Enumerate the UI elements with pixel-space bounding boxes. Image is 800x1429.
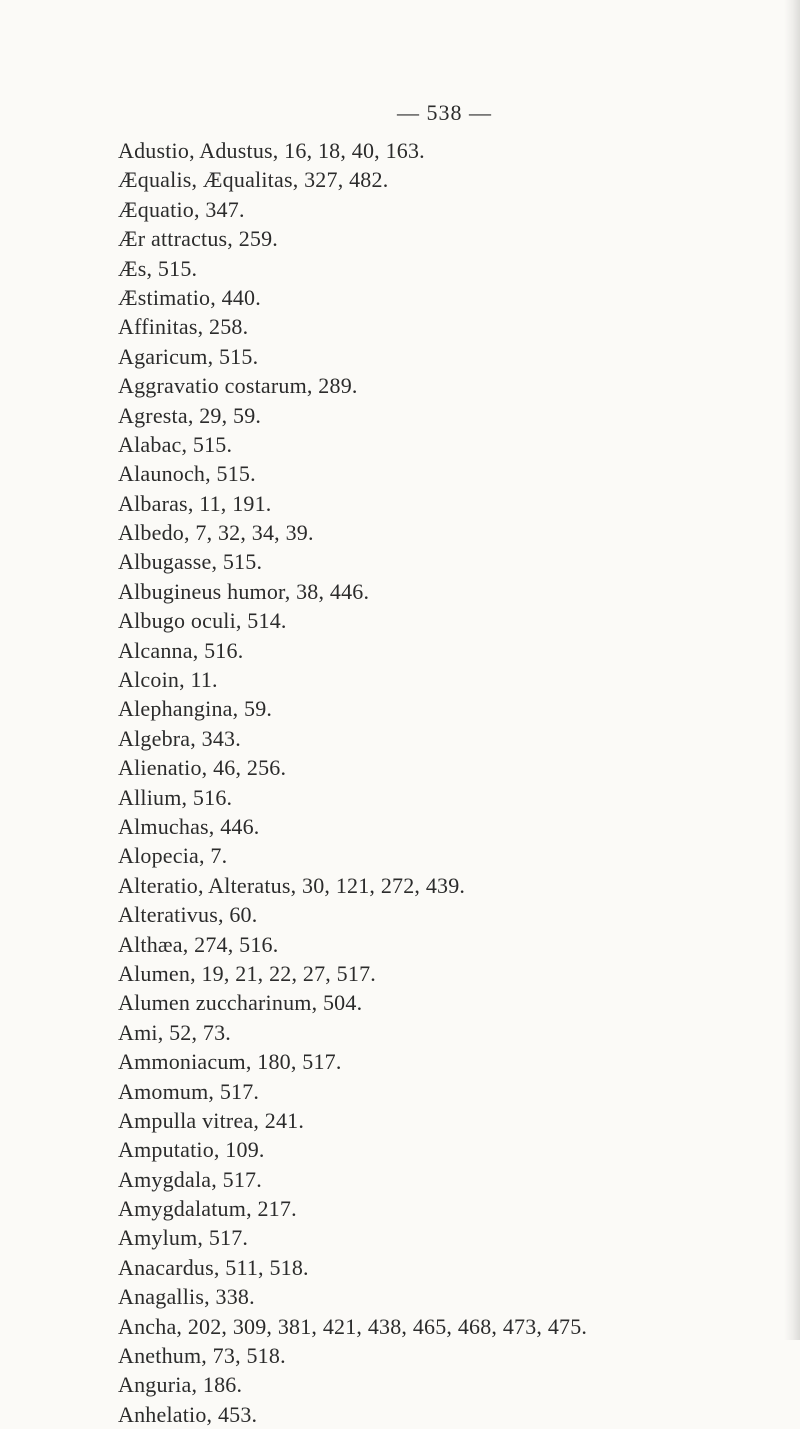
index-entry: Albugasse, 515. bbox=[118, 549, 263, 575]
index-entry: Anacardus, 511, 518. bbox=[118, 1254, 309, 1280]
index-entry: Æqualis, Æqualitas, 327, 482. bbox=[118, 167, 389, 193]
index-entry: Æstimatio, 440. bbox=[118, 284, 261, 310]
index-entry: Albugineus humor, 38, 446. bbox=[118, 578, 370, 604]
index-entry-list bbox=[118, 136, 587, 1429]
index-entry: Albedo, 7, 32, 34, 39. bbox=[118, 520, 314, 546]
index-entry: Alcanna, 516. bbox=[118, 637, 244, 663]
index-entry: Ampulla vitrea, 241. bbox=[118, 1107, 305, 1133]
index-entry: Alumen zuccharinum, 504. bbox=[118, 990, 363, 1016]
index-entry: Alumen, 19, 21, 22, 27, 517. bbox=[118, 960, 376, 986]
index-entry: Amylum, 517. bbox=[118, 1225, 249, 1251]
index-entry: Alteratio, Alteratus, 30, 121, 272, 439. bbox=[118, 872, 466, 898]
index-entry: Almuchas, 446. bbox=[118, 813, 260, 839]
index-entry: Anagallis, 338. bbox=[118, 1284, 255, 1310]
index-entry: Æquatio, 347. bbox=[118, 196, 245, 222]
index-entry: Adustio, Adustus, 16, 18, 40, 163. bbox=[118, 138, 425, 163]
index-entry: Algebra, 343. bbox=[118, 725, 241, 751]
index-entry: Amygdala, 517. bbox=[118, 1166, 262, 1192]
index-entry: Alcoin, 11. bbox=[118, 667, 218, 693]
index-entry: Ammoniacum, 180, 517. bbox=[118, 1049, 342, 1075]
index-entry: Ær attractus, 259. bbox=[118, 226, 279, 252]
index-entry: Alabac, 515. bbox=[118, 431, 233, 457]
index-entry: Alienatio, 46, 256. bbox=[118, 755, 287, 781]
index-entry: Amomum, 517. bbox=[118, 1078, 260, 1104]
index-entry: Anethum, 73, 518. bbox=[118, 1343, 286, 1369]
index-entry: Ami, 52, 73. bbox=[118, 1019, 232, 1045]
index-entry: Alaunoch, 515. bbox=[118, 461, 256, 487]
index-entry: Amputatio, 109. bbox=[118, 1137, 265, 1163]
index-entry: Albugo oculi, 514. bbox=[118, 608, 287, 634]
index-entry: Amygdalatum, 217. bbox=[118, 1196, 297, 1222]
page-edge-shadow bbox=[784, 0, 800, 1340]
index-entry: Alephangina, 59. bbox=[118, 696, 273, 722]
index-entry: Anguria, 186. bbox=[118, 1372, 243, 1398]
index-entry: Æs, 515. bbox=[118, 255, 198, 281]
index-entry: Agresta, 29, 59. bbox=[118, 402, 262, 428]
index-entry: Alopecia, 7. bbox=[118, 843, 228, 869]
index-entry: Allium, 516. bbox=[118, 784, 233, 810]
index-entry: Aggravatio costarum, 289. bbox=[118, 373, 358, 399]
index-entry: Albaras, 11, 191. bbox=[118, 490, 272, 516]
index-entry: Alterativus, 60. bbox=[118, 902, 258, 928]
index-entry: Anhelatio, 453. bbox=[118, 1401, 258, 1427]
index-entry: Affinitas, 258. bbox=[118, 314, 249, 340]
index-entry: Ancha, 202, 309, 381, 421, 438, 465, 468, 473, 475. bbox=[118, 1313, 588, 1339]
page-number: — 538 — bbox=[397, 100, 492, 125]
index-entry: Agaricum, 515. bbox=[118, 343, 259, 369]
index-entry: Althæa, 274, 516. bbox=[118, 931, 279, 957]
